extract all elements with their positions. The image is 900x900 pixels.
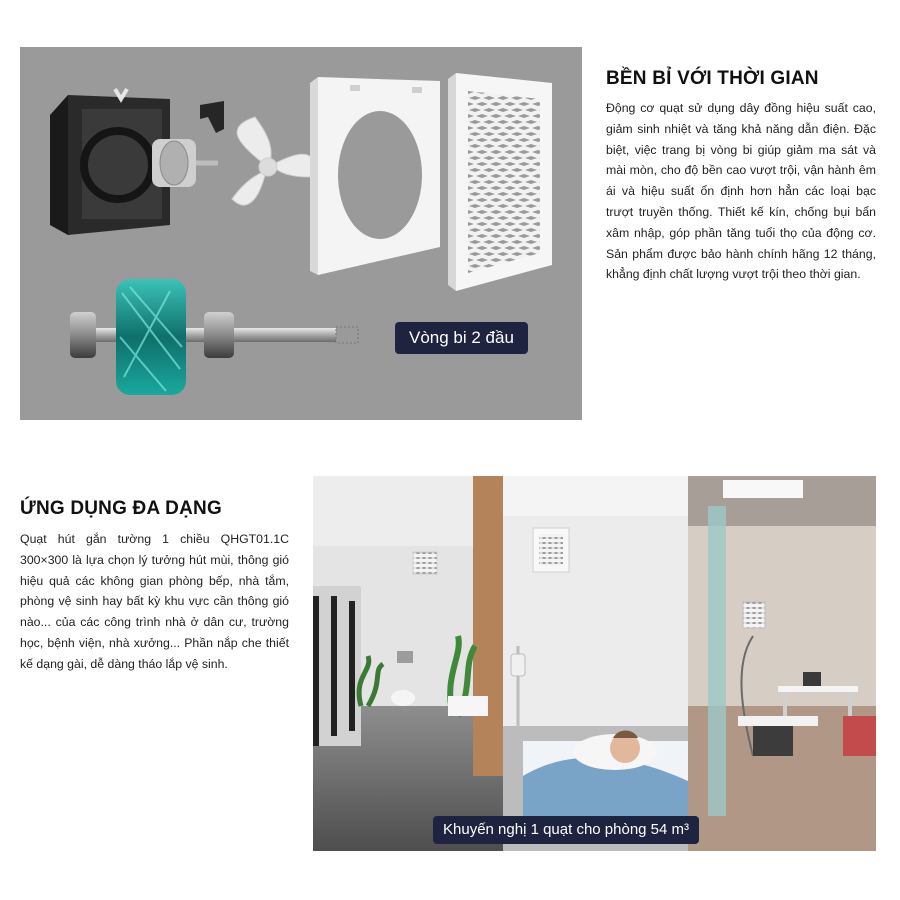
usage-description: Quạt hút gắn tường 1 chiều QHGT01.1C 300×300 là lựa chọn lý tưởng hút mùi, thông gió hiệu quả các không gian phòng bếp, nhà tắm, phòng vệ sinh hay bất kỳ khu vực cần thông gió nào... của các công trình nhà ở dân cư, trường học, bệnh viện, nhà xưởng... Phần nắp che thiết kế dạng gài, dễ dàng tháo lắp vệ sinh. [20,532,289,671]
motor [152,139,218,187]
bathroom-fan-icon [413,552,437,574]
usage-heading: ỨNG DỤNG ĐA DẠNG [20,498,222,519]
durability-heading: BỀN BỈ VỚI THỜI GIAN [606,68,819,89]
rotor-shaft [70,279,358,395]
hospital-scene [503,476,688,851]
grille-cover [448,73,552,291]
office-fan-icon [743,602,765,628]
inner-frame [310,77,440,275]
application-scenes-illustration [313,476,876,851]
hospital-fan-icon [539,534,563,566]
propeller [232,117,313,205]
room-recommendation-badge: Khuyến nghị 1 quạt cho phòng 54 m³ [433,816,699,844]
durability-description: Động cơ quạt sử dụng dây đồng hiệu suất cao, giảm sinh nhiệt và tăng khả năng dẫn điện. Đặc biệt, việc trang bị vòng bi giúp giảm ma sát và mài mòn, cho độ bền cao vượt trội, vận hành êm ái và hiệu suất ổn định hơn hẳn các loại bạc trượt truyền thống. Thiết kế kín, chống bụi bẩn xâm nhập, góp phần tăng tuổi thọ của động cơ. Sản phẩm được bảo hành chính hãng 12 tháng, khẳng định chất lượng vượt trội theo thời gian. [606,101,876,282]
exploded-view-image [20,47,582,420]
office-scene [688,476,876,851]
application-scenes-image [313,476,876,851]
bathroom-scene [313,476,503,851]
exploded-view-illustration [20,47,582,420]
bearing-badge: Vòng bi 2 đầu [395,322,528,354]
